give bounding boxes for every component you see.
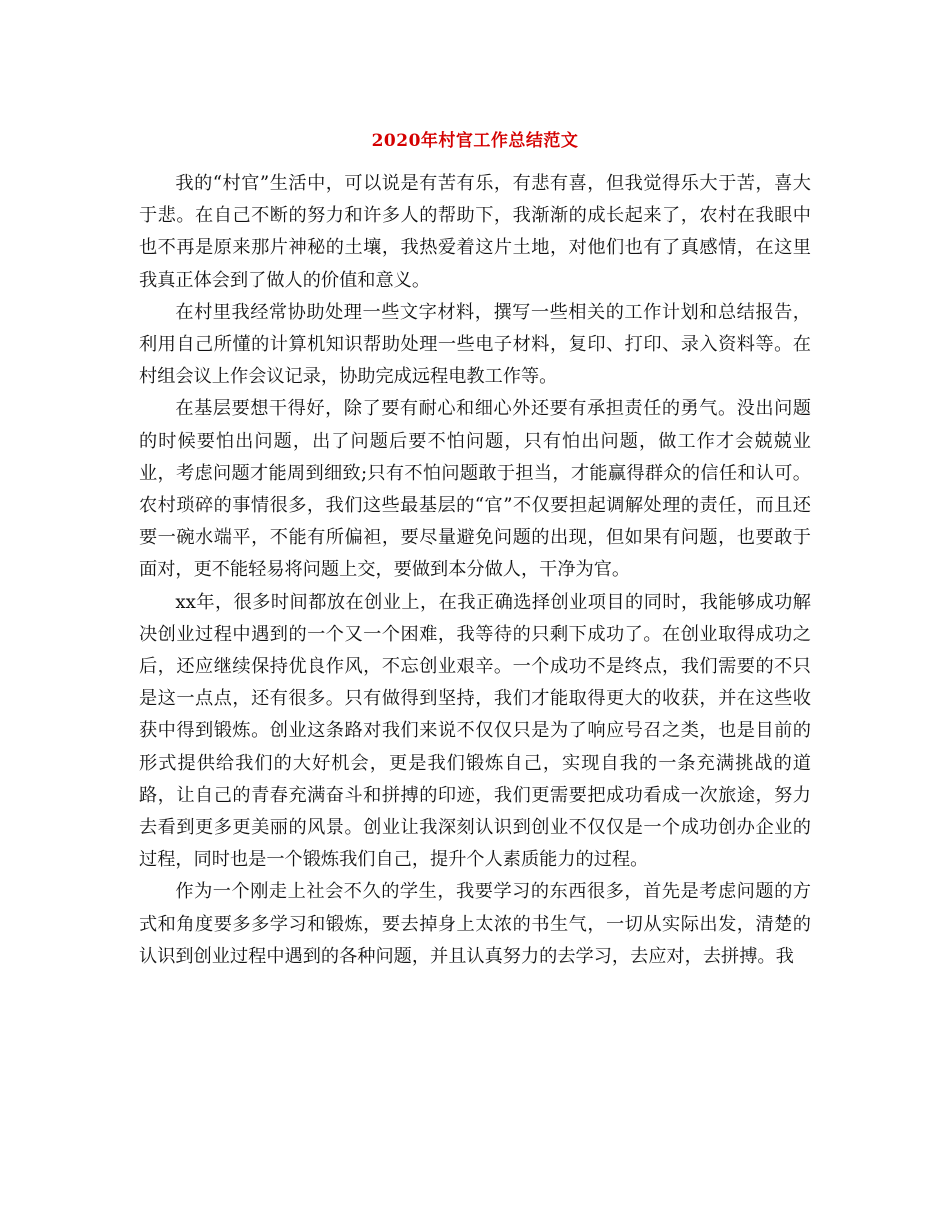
paragraph-1: 我的“村官”生活中，可以说是有苦有乐，有悲有喜，但我觉得乐大于苦，喜大于悲。在自己不断的努力和许多人的帮助下，我渐渐的成长起来了，农村在我眼中也不再是原来那片神秘的土壤，我热爱着这片土地，对他们也有了真感情，在这里我真正体会到了做人的价值和意义。 — [139, 173, 811, 291]
paragraph-2: 在村里我经常协助处理一些文字材料，撰写一些相关的工作计划和总结报告，利用自己所懂的计算机知识帮助处理一些电子材料，复印、打印、录入资料等。在村组会议上作会议记录，协助完成远程电教工作等。 — [139, 301, 811, 388]
document-body — [139, 168, 811, 973]
paragraph-5: 作为一个刚走上社会不久的学生，我要学习的东西很多，首先是考虑问题的方式和角度要多多学习和锻炼，要去掉身上太浓的书生气，一切从实际出发，清楚的认识到创业过程中遇到的各种问题，并且认真努力的去学习，去应对，去拼搏。我 — [139, 881, 811, 967]
paragraph-4: xx年，很多时间都放在创业上，在我正确选择创业项目的同时，我能够成功解决创业过程中遇到的一个又一个困难，我等待的只剩下成功了。在创业取得成功之后，还应继续保持优良作风，不忘创业艰辛。一个成功不是终点，我们需要的不只是这一点点，还有很多。只有做得到坚持，我们才能取得更大的收获，并在这些收获中得到锻炼。创业这条路对我们来说不仅仅只是为了响应号召之类，也是目前的形式提供给我们的大好机会，更是我们锻炼自己，实现自我的一条充满挑战的道路，让自己的青春充满奋斗和拼搏的印迹，我们更需要把成功看成一次旅途，努力去看到更多更美丽的风景。创业让我深刻认识到创业不仅仅是一个成功创办企业的过程，同时也是一个锻炼我们自己，提升个人素质能力的过程。 — [139, 591, 811, 871]
paragraph-3: 在基层要想干得好，除了要有耐心和细心外还要有承担责任的勇气。没出问题的时候要怕出问题，出了问题后要不怕问题，只有怕出问题，做工作才会兢兢业业，考虑问题才能周到细致;只有不怕问题敢于担当，才能赢得群众的信任和认可。农村琐碎的事情很多，我们这些最基层的“官”不仅要担起调解处理的责任，而且还要一碗水端平，不能有所偏袒，要尽量避免问题的出现，但如果有问题，也要敢于面对，更不能轻易将问题上交，要做到本分做人，干净为官。 — [139, 398, 811, 581]
document-title: 2020年村官工作总结范文 — [371, 131, 579, 151]
